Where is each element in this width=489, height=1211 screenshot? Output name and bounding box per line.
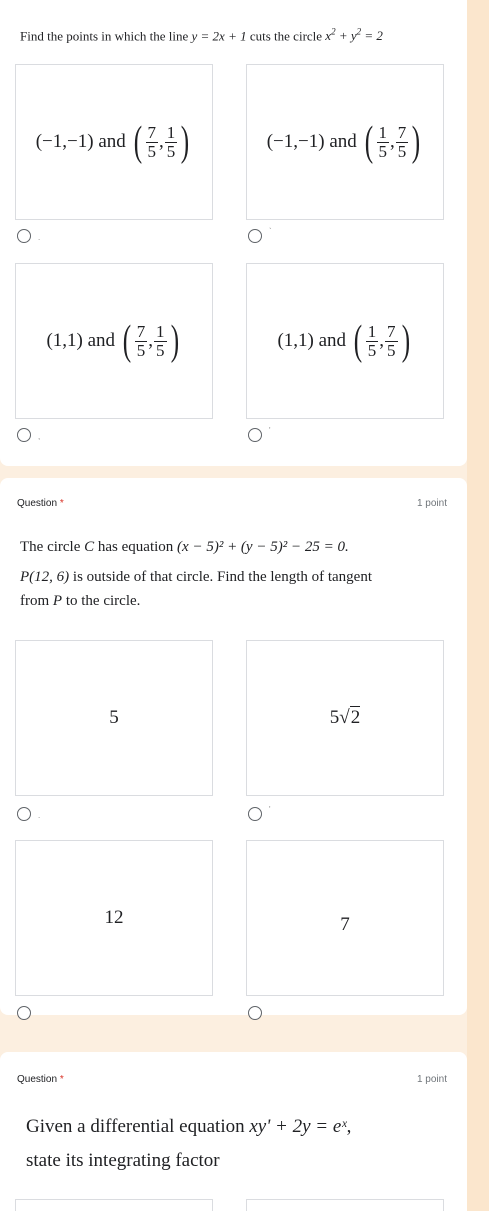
option-1d-den2: 5 xyxy=(387,340,396,360)
option-1a-den2: 5 xyxy=(166,141,176,161)
question-card-2 xyxy=(0,478,467,1015)
radio-option-1d[interactable] xyxy=(248,428,262,442)
option-1a-and: and xyxy=(98,131,126,152)
radio-mark-1b: ` xyxy=(269,227,272,236)
question-1-circle-eq: $x^2 + y^2 = 2$ xyxy=(325,27,383,44)
radio-option-1b[interactable] xyxy=(248,229,262,243)
option-image-2a[interactable] xyxy=(15,640,213,796)
question-3-label: Question * xyxy=(17,1074,64,1085)
radio-mark-1c: , xyxy=(38,432,41,441)
radio-mark-2b: ' xyxy=(269,805,271,814)
question-3-line-2: state its integrating factor xyxy=(26,1150,220,1171)
option-1b-num1: 1 xyxy=(378,122,388,142)
option-2a-value: 5 xyxy=(109,707,119,728)
question-2-text: The circle C has equation (x − 5)² + (y − 5)² − 25 = 0. P(12, 6) is outside of that circle. Find the length of tangent from P to the circle. xyxy=(20,539,373,609)
question-card-3 xyxy=(0,1052,467,1211)
question-1-line-eq: y = 2x + 1 xyxy=(191,28,247,44)
option-1a-num1: 7 xyxy=(147,122,157,142)
question-1-text-a: Find the points in which the line xyxy=(20,28,189,44)
radio-option-2a[interactable] xyxy=(17,807,31,821)
question-1-text-b: cuts the circle xyxy=(249,28,323,44)
option-1c-and: and xyxy=(87,330,116,351)
radio-option-2d[interactable] xyxy=(248,1006,262,1020)
question-3-text: Given a differential equation xy' + 2y = eˣ, state its integrating factor xyxy=(26,1110,447,1178)
side-strip xyxy=(467,0,489,1211)
radio-option-1a[interactable] xyxy=(17,229,31,243)
option-1d-den1: 5 xyxy=(367,340,377,360)
radio-mark-2a: . xyxy=(38,811,41,820)
option-1b-den1: 5 xyxy=(378,141,388,161)
option-1c-den2: 5 xyxy=(156,340,165,360)
radio-mark-1d: ' xyxy=(269,426,271,435)
option-image-2c[interactable] xyxy=(15,840,213,996)
radio-option-1c[interactable] xyxy=(17,428,31,442)
option-1c-den1: 5 xyxy=(136,340,146,360)
option-1d-num2: 7 xyxy=(387,321,396,341)
option-1d-point: (1,1) xyxy=(277,330,314,351)
option-image-2d[interactable] xyxy=(246,840,444,996)
option-1c-num1: 7 xyxy=(136,321,146,341)
option-1a-den1: 5 xyxy=(147,141,157,161)
option-image-1d[interactable]: (1,1) and ( $\frac{1}{5}$ , $\frac{7}{5}$ ) xyxy=(246,263,444,419)
option-1b-point: (−1,−1) xyxy=(266,131,325,152)
circle-equation: (x − 5)² + (y − 5)² − 25 = 0. xyxy=(177,539,349,555)
differential-equation: xy' + 2y = eˣ xyxy=(249,1116,347,1137)
option-1b-den2: 5 xyxy=(397,141,407,161)
option-image-1c[interactable]: (1,1) and ( $\frac{7}{5}$ , $\frac{1}{5}$ ) xyxy=(15,263,213,419)
option-1a-point: (−1,−1) xyxy=(35,131,94,152)
option-image-3a[interactable] xyxy=(15,1199,213,1211)
question-3-points: 1 point xyxy=(416,1074,447,1085)
option-image-3b[interactable] xyxy=(246,1199,444,1211)
required-asterisk: * xyxy=(59,1074,64,1085)
question-card-1 xyxy=(0,0,467,466)
option-2d-value: 7 xyxy=(340,914,350,935)
radio-option-2c[interactable] xyxy=(17,1006,31,1020)
point-p: P(12, 6) xyxy=(20,569,70,585)
option-image-2b[interactable] xyxy=(246,640,444,796)
option-1b-num2: 7 xyxy=(397,122,407,142)
radio-option-2b[interactable] xyxy=(248,807,262,821)
question-2-label: Question * xyxy=(17,498,64,509)
option-1c-point: (1,1) xyxy=(46,330,83,351)
option-1a-num2: 1 xyxy=(166,122,176,142)
option-2b-value: 5√2 xyxy=(329,707,361,728)
question-1-text xyxy=(20,17,447,51)
option-image-1b[interactable]: (−1,−1) and ( $\frac{1}{5}$ , $\frac{7}{5}$ ) xyxy=(246,64,444,220)
question-2-points: 1 point xyxy=(416,498,447,509)
option-1c-num2: 1 xyxy=(156,321,165,341)
option-1b-and: and xyxy=(329,131,357,152)
option-image-1a[interactable]: (−1,−1) and ( $\frac{7}{5}$ , $\frac{1}{5}$ ) xyxy=(15,64,213,220)
option-2c-value: 12 xyxy=(104,907,124,928)
option-1d-num1: 1 xyxy=(367,321,377,341)
required-asterisk: * xyxy=(59,498,64,509)
radio-mark-1a: . xyxy=(38,233,41,242)
option-1d-and: and xyxy=(318,330,347,351)
